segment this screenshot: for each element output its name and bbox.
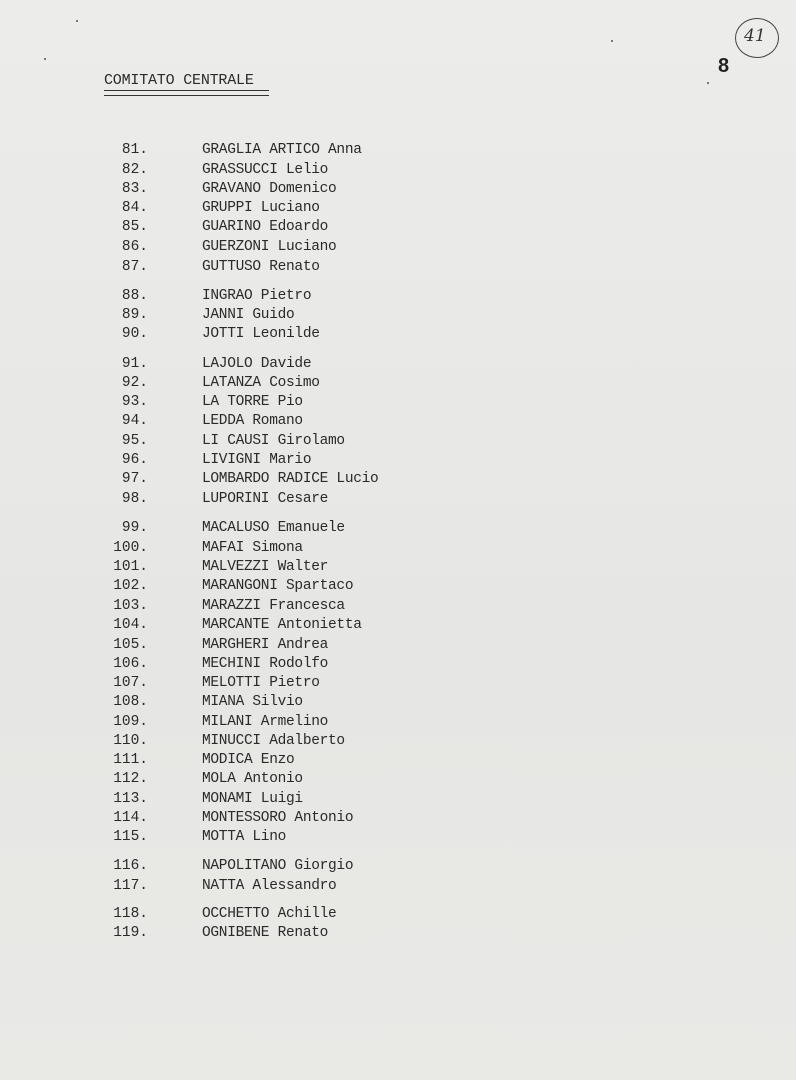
member-name: MILANI Armelino	[202, 714, 329, 730]
list-item	[0, 325, 600, 344]
list-item	[0, 790, 600, 809]
member-name: LI CAUSI Girolamo	[202, 433, 345, 449]
member-number: 107.	[113, 675, 148, 691]
member-name: NAPOLITANO Giorgio	[202, 858, 354, 874]
member-number: 111.	[113, 752, 148, 768]
member-number: 92.	[121, 375, 148, 391]
list-item	[0, 374, 600, 393]
member-name: GRUPPI Luciano	[202, 200, 320, 216]
list-item	[0, 161, 600, 180]
speck-mark	[707, 82, 709, 84]
member-number: 113.	[113, 791, 148, 807]
list-item	[0, 636, 600, 655]
list-item	[0, 616, 600, 635]
member-number: 112.	[113, 771, 148, 787]
member-name: LAJOLO Davide	[202, 356, 312, 372]
member-name: LEDDA Romano	[202, 413, 303, 429]
member-number: 109.	[113, 714, 148, 730]
list-item	[0, 770, 600, 789]
list-item	[0, 355, 600, 374]
list-item	[0, 393, 600, 412]
member-name: MAFAI Simona	[202, 540, 303, 556]
member-number: 114.	[113, 810, 148, 826]
speck-mark	[611, 40, 613, 42]
member-name: MINUCCI Adalberto	[202, 733, 345, 749]
member-name: NATTA Alessandro	[202, 878, 337, 894]
member-number: 89.	[121, 307, 148, 323]
member-number: 91.	[121, 356, 148, 372]
member-number: 86.	[121, 239, 148, 255]
member-name: MELOTTI Pietro	[202, 675, 320, 691]
list-item	[0, 451, 600, 470]
page-number: 8	[718, 55, 730, 77]
list-item	[0, 519, 600, 538]
member-number: 101.	[113, 559, 148, 575]
member-name: MONAMI Luigi	[202, 791, 303, 807]
member-number: 110.	[113, 733, 148, 749]
member-number: 85.	[121, 219, 148, 235]
member-number: 97.	[121, 471, 148, 487]
member-name: LA TORRE Pio	[202, 394, 303, 410]
list-item	[0, 924, 600, 943]
member-number: 100.	[113, 540, 148, 556]
list-item	[0, 809, 600, 828]
list-item	[0, 828, 600, 847]
member-number: 81.	[121, 142, 148, 158]
member-number: 88.	[121, 288, 148, 304]
member-name: MARGHERI Andrea	[202, 637, 329, 653]
member-name: LOMBARDO RADICE Lucio	[202, 471, 379, 487]
member-number: 116.	[113, 858, 148, 874]
member-number: 118.	[113, 906, 148, 922]
member-name: GUTTUSO Renato	[202, 259, 320, 275]
list-item	[0, 238, 600, 257]
list-item	[0, 287, 600, 306]
member-number: 96.	[121, 452, 148, 468]
member-name: GUERZONI Luciano	[202, 239, 337, 255]
member-number: 117.	[113, 878, 148, 894]
member-name: MARAZZI Francesca	[202, 598, 345, 614]
member-name: GUARINO Edoardo	[202, 219, 329, 235]
list-item	[0, 258, 600, 277]
list-item	[0, 558, 600, 577]
list-item	[0, 470, 600, 489]
member-name: MACALUSO Emanuele	[202, 520, 345, 536]
member-number: 98.	[121, 491, 148, 507]
speck-mark	[76, 20, 78, 22]
member-name: OGNIBENE Renato	[202, 925, 329, 941]
list-item	[0, 577, 600, 596]
member-number: 106.	[113, 656, 148, 672]
member-name: INGRAO Pietro	[202, 288, 312, 304]
member-name: JANNI Guido	[202, 307, 295, 323]
member-number: 90.	[121, 326, 148, 342]
member-number: 104.	[113, 617, 148, 633]
member-name: MALVEZZI Walter	[202, 559, 329, 575]
member-name: LATANZA Cosimo	[202, 375, 320, 391]
list-item	[0, 655, 600, 674]
member-name: LUPORINI Cesare	[202, 491, 329, 507]
list-item	[0, 905, 600, 924]
member-number: 87.	[121, 259, 148, 275]
member-name: MODICA Enzo	[202, 752, 295, 768]
list-item	[0, 180, 600, 199]
member-name: MIANA Silvio	[202, 694, 303, 710]
list-item	[0, 199, 600, 218]
list-item	[0, 306, 600, 325]
member-number: 102.	[113, 578, 148, 594]
member-number: 93.	[121, 394, 148, 410]
member-name: MECHINI Rodolfo	[202, 656, 329, 672]
list-item	[0, 490, 600, 509]
title-double-underline	[104, 90, 269, 96]
member-number: 103.	[113, 598, 148, 614]
member-name: JOTTI Leonilde	[202, 326, 320, 342]
page-title: COMITATO CENTRALE	[104, 72, 254, 89]
list-item	[0, 857, 600, 876]
member-name: OCCHETTO Achille	[202, 906, 337, 922]
member-name: GRAVANO Domenico	[202, 181, 337, 197]
list-item	[0, 732, 600, 751]
member-number: 83.	[121, 181, 148, 197]
member-name: MOLA Antonio	[202, 771, 303, 787]
member-name: MONTESSORO Antonio	[202, 810, 354, 826]
member-number: 99.	[121, 520, 148, 536]
member-name: LIVIGNI Mario	[202, 452, 312, 468]
list-item	[0, 539, 600, 558]
member-number: 84.	[121, 200, 148, 216]
list-item	[0, 751, 600, 770]
list-item	[0, 218, 600, 237]
member-number: 108.	[113, 694, 148, 710]
list-item	[0, 432, 600, 451]
member-number: 105.	[113, 637, 148, 653]
list-item	[0, 693, 600, 712]
member-number: 94.	[121, 413, 148, 429]
member-name: GRASSUCCI Lelio	[202, 162, 329, 178]
list-item	[0, 141, 600, 160]
member-name: MARANGONI Spartaco	[202, 578, 354, 594]
member-name: MOTTA Lino	[202, 829, 287, 845]
speck-mark	[44, 58, 46, 60]
member-name: MARCANTE Antonietta	[202, 617, 362, 633]
member-number: 82.	[121, 162, 148, 178]
handwritten-page-number: 41	[744, 26, 766, 46]
list-item	[0, 877, 600, 896]
member-number: 95.	[121, 433, 148, 449]
list-item	[0, 713, 600, 732]
member-number: 119.	[113, 925, 148, 941]
list-item	[0, 674, 600, 693]
list-item	[0, 597, 600, 616]
list-item	[0, 412, 600, 431]
member-number: 115.	[113, 829, 148, 845]
member-name: GRAGLIA ARTICO Anna	[202, 142, 362, 158]
